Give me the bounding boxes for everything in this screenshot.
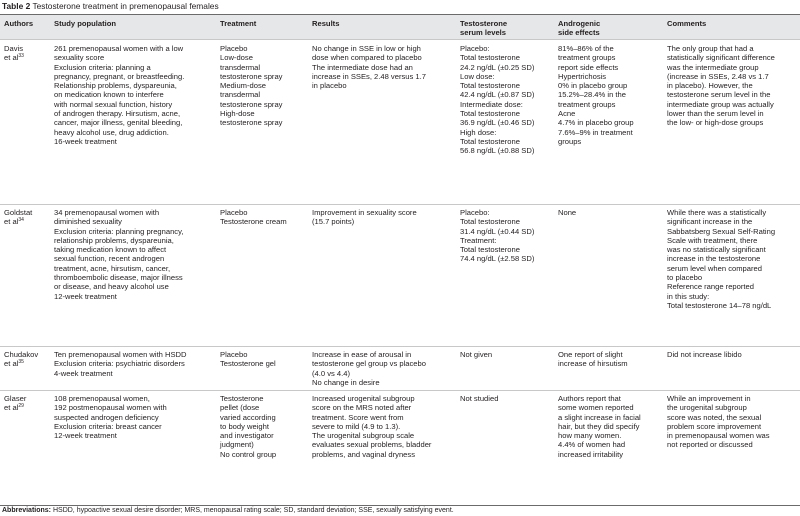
header-side-line2: side effects	[558, 28, 600, 38]
serum-cell-line: Not studied	[460, 394, 499, 403]
treatment-cell-line: pellet (dose	[220, 403, 260, 413]
side-effects-cell-line: treatment groups	[558, 99, 616, 109]
treatment-cell-line: testosterone spray	[220, 71, 283, 81]
population-cell	[54, 350, 187, 378]
serum-cell-line: 56.8 ng/dL (±0.88 SD)	[460, 146, 535, 156]
comments-cell-line: While there was a statistically	[667, 208, 767, 217]
population-cell-line: of androgen therapy. Hirsutism, acne,	[54, 109, 181, 119]
treatment-cell-line: Placebo	[220, 44, 248, 53]
author-etal: et al	[4, 217, 19, 227]
author-cell	[4, 350, 38, 369]
serum-cell-line: 74.4 ng/dL (±2.58 SD)	[460, 254, 535, 264]
side-effects-cell-line: Authors report that	[558, 394, 621, 403]
treatment-cell	[220, 350, 276, 369]
side-effects-cell-line: One report of slight	[558, 350, 623, 359]
author-name: Chudakov	[4, 350, 39, 359]
treatment-cell-line: Low-dose	[220, 53, 253, 63]
treatment-cell-line: Placebo	[220, 350, 248, 359]
comments-cell-line: in placebo). However, the	[667, 81, 753, 91]
side-effects-cell-line: 4.4% of women had	[558, 440, 626, 450]
results-cell-line: (4.0 vs 4.4)	[312, 368, 350, 378]
header-side-effects	[558, 19, 600, 38]
side-effects-cell-line: hair, but they did specify	[558, 421, 640, 431]
comments-cell-line: the urogenital subgroup	[667, 403, 747, 413]
side-effects-cell	[558, 208, 576, 217]
row-divider	[0, 204, 800, 205]
population-cell-line: 108 premenopausal women,	[54, 394, 150, 403]
results-cell	[312, 350, 426, 387]
population-cell-line: diminished sexuality	[54, 217, 122, 227]
row-divider	[0, 39, 800, 40]
row-divider	[0, 390, 800, 391]
results-cell	[312, 394, 431, 459]
population-cell	[54, 208, 183, 301]
author-ref: 29	[18, 403, 24, 410]
side-effects-cell-line: groups	[558, 136, 582, 146]
serum-cell-line: High dose:	[460, 127, 497, 137]
author-etal: et al	[4, 359, 19, 369]
serum-cell-line: Total testosterone	[460, 53, 520, 63]
results-cell-line: No change in SSE in low or high	[312, 44, 421, 53]
comments-cell	[667, 44, 775, 128]
serum-cell-line: Total testosterone	[460, 217, 520, 227]
header-serum-line2: serum levels	[460, 28, 507, 38]
row-divider	[0, 346, 800, 347]
results-cell-line: Increased urogenital subgroup	[312, 394, 415, 403]
population-cell-line: 16-week treatment	[54, 136, 117, 146]
population-cell-line: 12-week treatment	[54, 291, 117, 301]
author-cell	[4, 44, 24, 63]
results-cell-line: The intermediate dose had an	[312, 62, 413, 72]
serum-cell-line: Not given	[460, 350, 493, 359]
side-effects-cell-line: 15.2%–28.4% in the	[558, 90, 626, 100]
abbreviations-text: HSDD, hypoactive sexual desire disorder; MRS, menopausal rating scale; SD, standard deviation; SSE, sexually satisfying event.	[52, 507, 454, 514]
comments-cell-line: The only group that had a	[667, 44, 754, 53]
side-effects-cell	[558, 394, 641, 459]
population-cell-line: suspected androgen deficiency	[54, 412, 159, 422]
results-cell	[312, 208, 417, 227]
results-cell-line: in placebo	[312, 81, 347, 91]
treatment-cell-line: Medium-dose	[220, 81, 267, 91]
treatment-cell-line: judgment)	[220, 440, 254, 450]
side-effects-cell-line: 7.6%–9% in treatment	[558, 127, 633, 137]
side-effects-cell	[558, 44, 634, 146]
treatment-cell-line: No control group	[220, 449, 277, 459]
comments-cell-line: Scale with treatment, there	[667, 235, 758, 245]
comments-cell-line: testosterone serum level in the	[667, 90, 771, 100]
population-cell-line: 261 premenopausal women with a low	[54, 44, 184, 53]
comments-cell-line: Did not increase libido	[667, 350, 742, 359]
side-effects-cell-line: 0% in placebo group	[558, 81, 628, 91]
treatment-cell-line: Testosterone	[220, 394, 264, 403]
comments-cell-line: to placebo	[667, 273, 703, 283]
author-ref: 34	[18, 217, 24, 224]
header-treatment: Treatment	[220, 19, 257, 28]
header-comments: Comments	[667, 19, 707, 28]
results-cell-line: The urogenital subgroup scale	[312, 431, 415, 441]
header-serum-line1: Testosterone	[460, 19, 508, 28]
serum-cell	[460, 208, 534, 264]
comments-cell-line: intermediate group was actually	[667, 99, 774, 109]
treatment-cell	[220, 44, 282, 128]
population-cell-line: 192 postmenopausal women with	[54, 403, 167, 413]
author-name: Davis	[4, 44, 23, 53]
serum-cell-line: Placebo:	[460, 208, 490, 217]
serum-cell-line: 36.9 ng/dL (±0.46 SD)	[460, 118, 535, 128]
treatment-cell-line: Testosterone gel	[220, 359, 276, 369]
comments-cell-line: was no statistically significant	[667, 245, 766, 255]
results-cell-line: problems, and vaginal dryness	[312, 449, 415, 459]
comments-cell-line: not reported or discussed	[667, 440, 753, 450]
comments-cell-line: serum level when compared	[667, 263, 762, 273]
author-ref: 35	[18, 359, 24, 366]
side-effects-cell-line: how many women.	[558, 431, 622, 441]
side-effects-cell-line: 4.7% in placebo group	[558, 118, 634, 128]
population-cell-line: sexuality score	[54, 53, 105, 63]
results-cell-line: severe to mild (4.9 to 1.3).	[312, 421, 401, 431]
results-cell-line: increase in SSEs, 2.48 versus 1.7	[312, 71, 426, 81]
population-cell-line: on medication known to interfere	[54, 90, 164, 100]
treatment-cell-line: testosterone spray	[220, 99, 283, 109]
header-results: Results	[312, 19, 340, 28]
results-cell-line: testosterone gel group vs placebo	[312, 359, 426, 369]
treatment-cell-line: transdermal	[220, 62, 261, 72]
side-effects-cell-line: treatment groups	[558, 53, 616, 63]
comments-cell-line: increase in the testosterone	[667, 254, 761, 264]
comments-cell-line: was the intermediate group	[667, 62, 759, 72]
population-cell-line: 4-week treatment	[54, 368, 113, 378]
serum-cell-line: 24.2 ng/dL (±0.25 SD)	[460, 62, 535, 72]
population-cell-line: Exclusion criteria: psychiatric disorders	[54, 359, 185, 369]
population-cell-line: 34 premenopausal women with	[54, 208, 160, 217]
population-cell-line: 12-week treatment	[54, 431, 117, 441]
population-cell-line: relationship problems, dyspareunia,	[54, 235, 174, 245]
header-serum-levels	[460, 19, 507, 38]
population-cell-line: with normal sexual function, history	[54, 99, 173, 109]
author-name: Glaser	[4, 394, 27, 403]
population-cell-line: thromboembolic disease, major illness	[54, 273, 183, 283]
header-study-population: Study population	[54, 19, 117, 28]
comments-cell-line: lower than the serum level in	[667, 109, 764, 119]
population-cell-line: Exclusion criteria: planning pregnancy,	[54, 226, 184, 236]
author-cell	[4, 208, 32, 227]
serum-cell-line: Total testosterone	[460, 81, 520, 91]
population-cell-line: Exclusion criteria: planning a	[54, 62, 151, 72]
results-cell-line: treatment. Score went from	[312, 412, 404, 422]
side-effects-cell-line: None	[558, 208, 577, 217]
treatment-cell-line: High-dose	[220, 109, 255, 119]
treatment-cell-line: to body weight	[220, 421, 269, 431]
serum-cell	[460, 394, 498, 403]
results-cell-line: evaluates sexual problems, bladder	[312, 440, 432, 450]
comments-cell	[667, 208, 775, 310]
treatment-cell-line: Testosterone cream	[220, 217, 287, 227]
population-cell-line: taking medication known to affect	[54, 245, 167, 255]
serum-cell-line: Total testosterone	[460, 136, 520, 146]
side-effects-cell	[558, 350, 628, 369]
population-cell-line: or disease, and heavy alcohol use	[54, 282, 169, 292]
serum-cell-line: Intermediate dose:	[460, 99, 523, 109]
population-cell-line: sexual function, recent androgen	[54, 254, 165, 264]
treatment-cell	[220, 394, 276, 459]
population-cell-line: cancer, major illness, genital bleeding,	[54, 118, 183, 128]
serum-cell-line: 42.4 ng/dL (±0.87 SD)	[460, 90, 535, 100]
comments-cell-line: problem score improvement	[667, 421, 762, 431]
serum-cell-line: Treatment:	[460, 235, 497, 245]
author-etal: et al	[4, 53, 19, 63]
treatment-cell-line: Placebo	[220, 208, 248, 217]
population-cell-line: treatment, acne, hirsutism, cancer,	[54, 263, 171, 273]
results-cell-line: No change in desire	[312, 377, 380, 387]
serum-cell	[460, 350, 492, 359]
comments-cell-line: the low- or high-dose groups	[667, 118, 764, 128]
comments-cell-line: score was noted, the sexual	[667, 412, 762, 422]
results-cell	[312, 44, 426, 90]
serum-cell-line: Low dose:	[460, 71, 495, 81]
comments-cell-line: significant increase in the	[667, 217, 753, 227]
comments-cell-line: While an improvement in	[667, 394, 751, 403]
comments-cell	[667, 350, 742, 359]
comments-cell-line: (increase in SSEs, 2.48 vs 1.7	[667, 71, 769, 81]
comments-cell-line: statistically significant difference	[667, 53, 775, 63]
serum-cell	[460, 44, 534, 156]
side-effects-cell-line: report side effects	[558, 62, 619, 72]
side-effects-cell-line: some women reported	[558, 403, 634, 413]
serum-cell-line: 31.4 ng/dL (±0.44 SD)	[460, 226, 535, 236]
comments-cell-line: Sabbatsberg Sexual Self-Rating	[667, 226, 776, 236]
population-cell-line: Ten premenopausal women with HSDD	[54, 350, 187, 359]
serum-cell-line: Total testosterone	[460, 109, 520, 119]
population-cell	[54, 44, 184, 146]
results-cell-line: Increase in ease of arousal in	[312, 350, 412, 359]
treatment-cell-line: testosterone spray	[220, 118, 283, 128]
side-effects-cell-line: 81%–86% of the	[558, 44, 614, 53]
table-caption	[2, 1, 219, 11]
population-cell-line: Relationship problems, dyspareunia,	[54, 81, 177, 91]
results-cell-line: score on the MRS noted after	[312, 403, 412, 413]
bottom-rule	[0, 505, 800, 506]
side-effects-cell-line: Acne	[558, 109, 576, 119]
results-cell-line: Improvement in sexuality score	[312, 208, 417, 217]
side-effects-cell-line: increase of hirsutism	[558, 359, 628, 369]
results-cell-line: dose when compared to placebo	[312, 53, 422, 63]
population-cell-line: pregnancy, pregnant, or breastfeeding.	[54, 71, 185, 81]
comments-cell-line: in premenopausal women was	[667, 431, 770, 441]
author-etal: et al	[4, 403, 19, 413]
serum-cell-line: Placebo:	[460, 44, 490, 53]
population-cell-line: heavy alcohol use, drug addiction.	[54, 127, 169, 137]
side-effects-cell-line: Hypertrichosis	[558, 71, 607, 81]
comments-cell-line: Total testosterone 14–78 ng/dL	[667, 300, 772, 310]
author-name: Goldstat	[4, 208, 33, 217]
treatment-cell-line: and investigator	[220, 431, 274, 441]
comments-cell-line: in this study:	[667, 291, 710, 301]
results-cell-line: (15.7 points)	[312, 217, 355, 227]
header-authors: Authors	[4, 19, 34, 28]
treatment-cell-line: varied according	[220, 412, 276, 422]
abbreviations-label: Abbreviations:	[2, 507, 52, 514]
population-cell	[54, 394, 167, 440]
serum-cell-line: Total testosterone	[460, 245, 520, 255]
treatment-cell-line: transdermal	[220, 90, 261, 100]
author-ref: 33	[18, 53, 24, 60]
comments-cell-line: Reference range reported	[667, 282, 754, 292]
abbreviations-footnote	[2, 507, 454, 515]
treatment-cell	[220, 208, 287, 227]
side-effects-cell-line: a slight increase in facial	[558, 412, 641, 422]
population-cell-line: Exclusion criteria: breast cancer	[54, 421, 162, 431]
header-side-line1: Androgenic	[558, 19, 601, 28]
author-cell	[4, 394, 26, 413]
table-caption-label: Table 2	[2, 1, 31, 11]
side-effects-cell-line: increased irritability	[558, 449, 623, 459]
comments-cell	[667, 394, 770, 450]
table-caption-text: Testosterone treatment in premenopausal females	[32, 1, 219, 11]
